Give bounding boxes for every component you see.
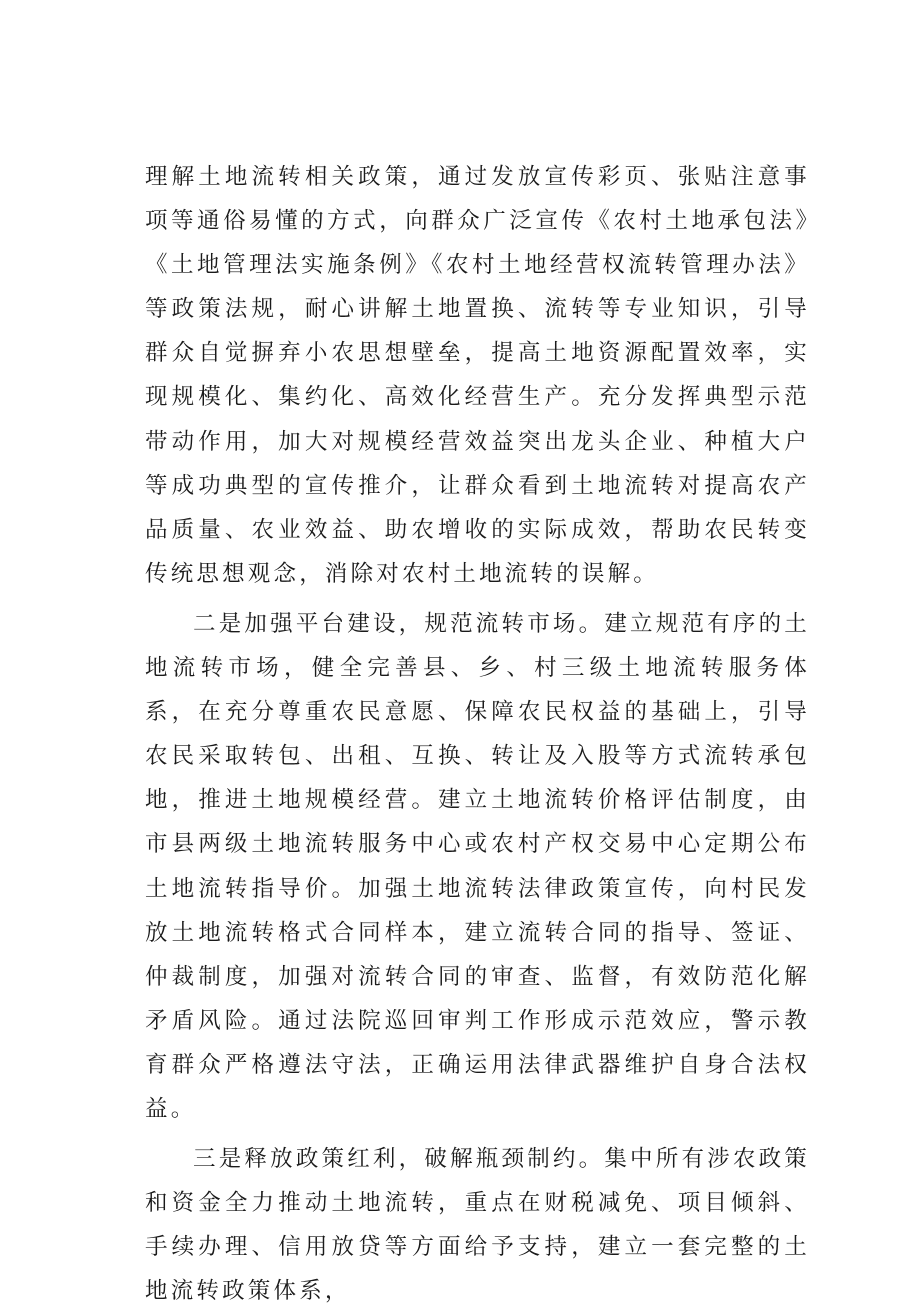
paragraph-continued: 理解土地流转相关政策，通过发放宣传彩页、张贴注意事项等通俗易懂的方式，向群众广泛宣传《农村土地承包法》《土地管理法实施条例》《农村土地经营权流转管理办法》等政策法规，耐心讲解土地置换、流转等专业知识，引导群众自觉摒弃小农思想壁垒，提高土地资源配置效率，实现规模化、集约化、高效化经营生产。充分发挥典型示范带动作用，加大对规模经营效益突出龙头企业、种植大户等成功典型的宣传推介，让群众看到土地流转对提高农产品质量、农业效益、助农增收的实际成效，帮助农民转变传统思想观念，消除对农村土地流转的误解。 — [145, 164, 810, 587]
paragraph-platform-building: 二是加强平台建设，规范流转市场。建立规范有序的土地流转市场，健全完善县、乡、村三级土地流转服务体系，在充分尊重农民意愿、保障农民权益的基础上，引导农民采取转包、出租、互换、转让及入股等方式流转承包地，推进土地规模经营。建立土地流转价格评估制度，由市县两级土地流转服务中心或农村产权交易中心定期公布土地流转指导价。加强土地流转法律政策宣传，向村民发放土地流转格式合同样本，建立流转合同的指导、签证、仲裁制度，加强对流转合同的审查、监督，有效防范化解矛盾风险。通过法院巡回审判工作形成示范效应，警示教育群众严格遵法守法，正确运用法律武器维护自身合法权益。 — [145, 610, 810, 1122]
paragraph-policy-dividend: 三是释放政策红利，破解瓶颈制约。集中所有涉农政策和资金全力推动土地流转，重点在财税减免、项目倾斜、手续办理、信用放贷等方面给予支持，建立一套完整的土地流转政策体系， — [145, 1146, 810, 1305]
document-body — [145, 155, 810, 1313]
